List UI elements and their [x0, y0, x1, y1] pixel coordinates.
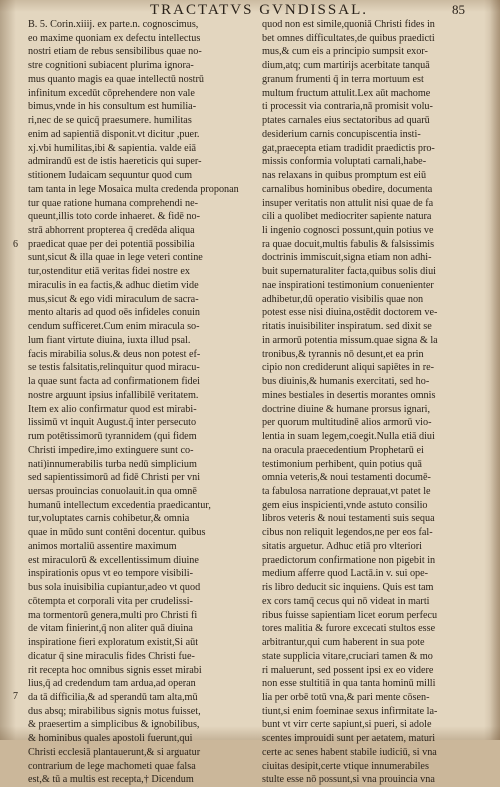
text-line: nae inspirationi testimonium conuenienter: [262, 279, 434, 291]
text-line: tur,ostenditur etiā veritas fidei nostre ex: [28, 266, 190, 278]
text-line: tur quae ratione humana comprehendi ne-: [28, 197, 199, 209]
text-line: mus,& cum eis a principio sumpsit exor-: [262, 46, 428, 58]
page-number: 85: [452, 2, 465, 17]
text-line: cendum sufficeret.Cum enim miracula so-: [28, 321, 200, 333]
text-line: est,& tū a multis est recepta,† Dicendum: [28, 774, 194, 786]
text-line: dicatur q̄ sine miraculis fides Christi fue-: [28, 650, 195, 662]
text-line: ri maluerunt, sed possent ipsi ex eo videre: [262, 664, 434, 676]
text-line: mus quanto magis ea quae intellectū nostrū: [28, 73, 204, 85]
text-line: miraculis in ea factis,& adhuc dietim vide: [28, 279, 199, 291]
text-line: admirandū est de istis haereticis qui super-: [28, 156, 202, 168]
text-line: & hominibus quales apostoli fuerunt,qui: [28, 733, 193, 745]
text-line: la quae sunt facta ad confirmationem fidei: [28, 376, 200, 388]
text-line: facis mirabilia solus.& deus non potest ef-: [28, 348, 201, 360]
text-line: buit supernaturaliter facta,quibus solis diui: [262, 266, 436, 278]
text-line: bunt vt virr certe sapiunt,si pueri, si adole: [262, 719, 432, 731]
text-line: potest esse nisi diuina,ostēdit doctorem ve-: [262, 307, 438, 319]
text-column-left: [28, 18, 262, 787]
text-line: eo maxime quoniam ex defectu intellectus: [28, 32, 201, 44]
text-line: desiderium carnis concupiscentia insti-: [262, 128, 421, 140]
text-line: rit recepta hoc omnibus signis esset mirabi: [28, 664, 202, 676]
text-line: testimonium perhibent, quin potius quā: [262, 458, 422, 470]
text-line: granum frumenti q̄ in terra mortuum est: [262, 73, 424, 85]
text-line: nostri etiam de rebus sensibilibus quae no-: [28, 46, 202, 58]
text-line: nas relaxans in quibus promptum est eiū: [262, 170, 427, 182]
text-line: bet omnes difficultates,de quibus praedicti: [262, 32, 435, 44]
text-line: gem eius inspicienti,vnde astuto consilio: [262, 499, 428, 511]
text-line: state supplicia vitare,cruciari tamen & mo: [262, 650, 433, 662]
text-line: strā abhorrent propterea q̄ credēda aliqua: [28, 225, 195, 237]
text-line: tores malitia & furore excecati stultos esse: [262, 623, 436, 635]
text-line: tiunt,si enim foeminae sexus infirmitate la-: [262, 705, 438, 717]
text-line: ptates carnales eius sectatoribus ad quarū: [262, 115, 430, 127]
text-line: est miraculorū & excellentissimum diuine: [28, 554, 199, 566]
text-line: cibus non reliquit legendos,ne per eos fal-: [262, 527, 433, 539]
text-line: stitionem Iudaicam sequuntur quod cum: [28, 170, 193, 182]
text-line: insuper veritatis non attulit nisi quae de fa: [262, 197, 434, 209]
text-line: doctrine diuine & humane prorsus ignari,: [262, 403, 431, 415]
text-line: de vitam finierint,q̄ non aliter quā diuina: [28, 623, 193, 635]
text-line: tur,voluptates carnis cohibetur,& omnia: [28, 513, 190, 525]
text-line: gat,praecepta etiam tradidit praedictis pro-: [262, 142, 435, 154]
text-line: uersas prouincias conuolauit.in qua omnē: [28, 485, 197, 497]
text-line: missis conformia voluptati carnali,habe-: [262, 156, 427, 168]
text-line: praedictorum confirmatione non pigebit in: [262, 554, 436, 566]
text-line: tam tanta in lege Mosaica multa credenda proponan: [28, 183, 239, 195]
text-line: ta fabulosa narratione deprauat,vt patet le: [262, 485, 431, 497]
text-line: lia per orbē totū vna,& pari mente cōsen-: [262, 691, 430, 703]
text-line: humanū intellectum excedentia praedicantur,: [28, 499, 211, 511]
text-line: sed sapientissimorū ad fidē Christi per vni: [28, 472, 201, 484]
text-line: lentia in suam legem,coegit.Nulla etiā diui: [262, 431, 435, 443]
text-line: se testis falsitatis,relinquitur quod miracu-: [28, 362, 200, 374]
text-line: contrarium de lege machometi quae falsa: [28, 760, 196, 772]
text-line: doctrinis immiscuit,signa etiam non adhi-: [262, 252, 432, 264]
text-line: lum fiant virtute diuina, iuxta illud psal.: [28, 334, 191, 346]
text-line: sunt,sicut & illa quae in lege veteri contine: [28, 252, 203, 264]
text-line: quae in mūdo sunt contēni docentur. quibus: [28, 527, 206, 539]
text-column-right: [262, 18, 494, 787]
text-line: cili a quolibet mediocriter sapiente natura: [262, 211, 432, 223]
text-line: stulte esse nō possunt,si vna prouincia vna: [262, 774, 435, 786]
text-line: ritatis inuisibiliter inspiratum. sed dixit se: [262, 321, 432, 333]
margin-note: 7: [13, 691, 18, 702]
text-line: medium afferre quod Lactā.in v. sui ope-: [262, 568, 429, 580]
text-line: rum potētissimorū tyrannidem (qui fidem: [28, 431, 197, 443]
text-line: tronibus,& tyrannis nō desunt,et ea prin: [262, 348, 424, 360]
text-line: na oracula praecedentium Prophetarū ei: [262, 444, 424, 456]
text-line: xj.vbi humilitas,ibi & sapientia. valde eiā: [28, 142, 197, 154]
text-line: multum fructum attulit.Lex aūt machome: [262, 87, 431, 99]
text-line: dium,atq; cum martirijs acerbitate tanquā: [262, 60, 430, 72]
text-line: queunt,illis toto corde inhaeret. & fidē no-: [28, 211, 201, 223]
text-line: carnalibus hominibus obedire, documenta: [262, 183, 433, 195]
text-line: dus absq; mirabilibus signis motus fuisset,: [28, 705, 201, 717]
text-line: quod non est simile,quoniā Christi fides in: [262, 19, 435, 30]
text-line: ribus fuisse sapientiam licet eorum perfecu: [262, 609, 438, 621]
text-line: B. 5. Corin.xiiij. ex parte.n. cognoscimus,: [28, 19, 199, 30]
text-line: inspirationis opus vt eo tempore visibili-: [28, 568, 193, 580]
text-line: ex cors tamq̄ cecus qui nō videat in marti: [262, 595, 430, 607]
text-line: omnia veteris,& noui testamenti documē-: [262, 472, 431, 484]
text-line: lissimū vt inquit August.q̄ inter persecuto: [28, 417, 197, 429]
text-line: nati)innumerabilis turba nedū simplicium: [28, 458, 197, 470]
text-line: cōtempta et corporali vita per crudelissi-: [28, 595, 193, 607]
text-line: non esse stultitiā in qua tanta hominū milli: [262, 678, 436, 690]
text-line: mines bestiales in desertis morantes omnis: [262, 389, 436, 401]
text-line: sitatis arguetur. Adhuc etiā pro vlteriori: [262, 540, 422, 552]
text-line: li ingenio cognosci possunt,quin potius ve: [262, 225, 434, 237]
text-line: nostre arguunt ipsius infallibilē veritatem.: [28, 389, 199, 401]
text-line: bus sola inuisibilia cupiantur,adeo vt quod: [28, 582, 201, 594]
text-line: mus,sicut & ego vidi miraculum de sacra-: [28, 293, 199, 305]
text-line: adhibetur,dū operatio visibilis quae non: [262, 293, 424, 305]
text-line: ri,nec de se quicq̄ praesumere. humilitas: [28, 115, 192, 127]
text-line: ma tormentorū genera,multi pro Christi fi: [28, 609, 198, 621]
text-line: da tā difficilia,& ad sperandū tam alta,mū: [28, 691, 198, 703]
text-line: mento altaris ad quod oēs infideles conuin: [28, 307, 201, 319]
text-line: certe ac senes habent stabile iudiciū, si vna: [262, 746, 437, 758]
text-line: inspiratione fieri exploratum existit,Si aūt: [28, 637, 199, 649]
text-line: bus diuinis,& humanis exercitati, sed ho-: [262, 376, 430, 388]
text-line: cipio non crediderunt aliqui sapiētes in re-: [262, 362, 434, 374]
text-line: stre cognitioni subiacent plurima ignora-: [28, 60, 194, 72]
text-line: ciuitas desipit,certe vtique innumerabiles: [262, 760, 429, 772]
text-line: ris libro deducit sic inquiens. Quis est tam: [262, 582, 434, 594]
text-line: scentes improuidi sunt per aetatem, maturi: [262, 733, 436, 745]
text-line: Christi ecclesiā plantauerunt,& si arguatur: [28, 746, 201, 758]
text-line: in armorū potentia missum.quae signa & la: [262, 334, 438, 346]
text-line: Item ex alio confirmatur quod est mirabi-: [28, 403, 197, 415]
text-line: & praesertim a simplicibus & ignobilibus,: [28, 719, 200, 731]
text-line: ti processit via contraria,nā promisit volu-: [262, 101, 433, 113]
running-title: TRACTATVS GVNDISSAL.: [150, 2, 368, 18]
text-line: per quorum multitudinē alios armorū vio-: [262, 417, 432, 429]
text-line: libros veteris & noui testamenti suis sequa: [262, 513, 435, 525]
text-line: ra quae docuit,multis fabulis & falsissimis: [262, 238, 435, 250]
text-line: infinitum excedūt cōprehendere non vale: [28, 87, 195, 99]
text-line: bimus,vnde in his consultum est humilia-: [28, 101, 197, 113]
text-line: arbitrantur,qui cum haberent in sua pote: [262, 637, 425, 649]
text-line: enim ad sapientiā disponit.vt dicitur ,puer.: [28, 128, 200, 140]
margin-note: 6: [13, 239, 18, 250]
text-line: animos mortaliū assentire maximum: [28, 540, 177, 552]
text-line: praedicat quae per dei potentiā possibilia: [28, 238, 195, 250]
text-line: lius,q̄ ad credendum tam ardua,ad operan: [28, 678, 196, 690]
text-line: Christi impedire,imo extinguere sunt co-: [28, 444, 194, 456]
